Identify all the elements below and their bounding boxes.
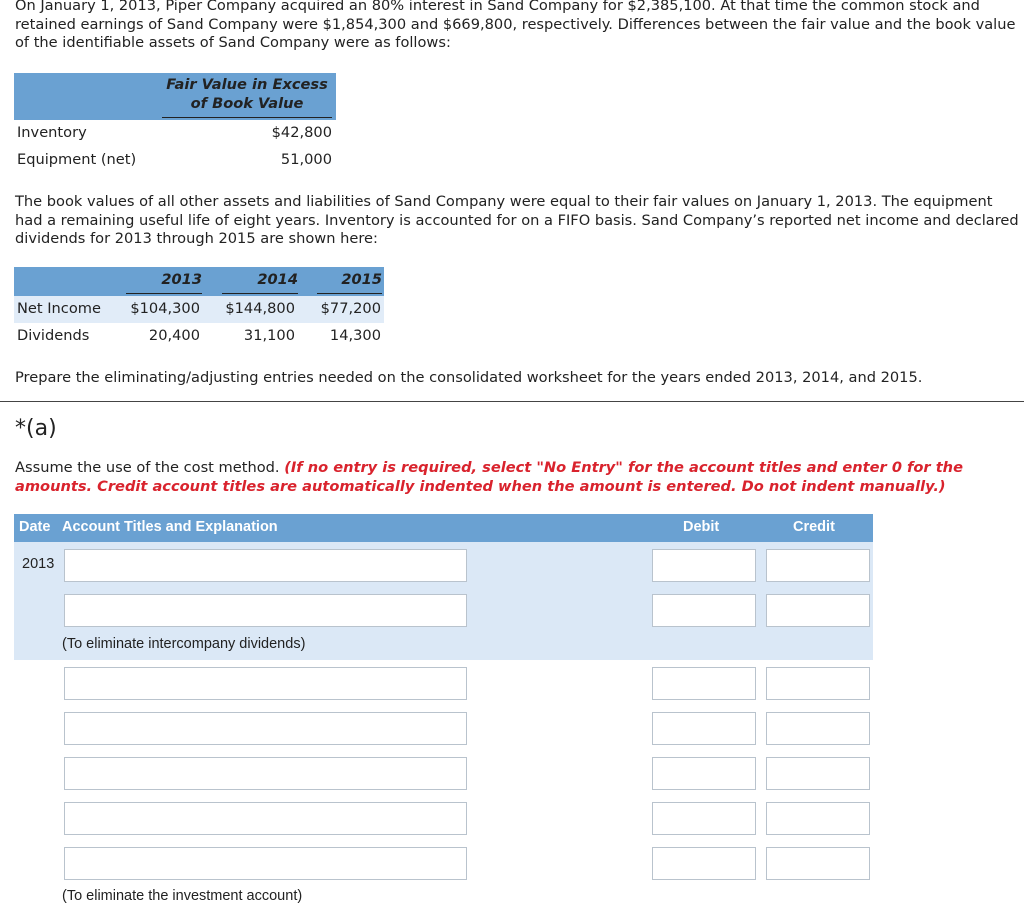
entry-explanation-dividends: (To eliminate intercompany dividends) (62, 636, 306, 652)
instruction-emphasis: (If no entry is required, select "No Entry" for the account titles and enter 0 for the amounts. Credit account titles are automatically indented when the amount is entered. Do not indent manually.) (15, 459, 963, 495)
credit-input-4[interactable] (766, 712, 870, 745)
account-title-input-4[interactable] (64, 712, 467, 745)
debit-input-5[interactable] (652, 757, 756, 790)
row-label: Equipment (net) (17, 151, 137, 168)
income-dividends-table (14, 267, 384, 350)
fair-value-table (14, 73, 336, 174)
debit-input-3[interactable] (652, 667, 756, 700)
debit-input-1[interactable] (652, 549, 756, 582)
net-income-row (14, 296, 384, 323)
row-value: $42,800 (271, 124, 332, 141)
journal-entry-table (14, 514, 873, 914)
header-date: Date (19, 519, 51, 535)
cell-2015: 14,300 (329, 327, 381, 344)
income-table-header (14, 267, 384, 296)
row-label: Net Income (17, 300, 101, 317)
debit-input-4[interactable] (652, 712, 756, 745)
fair-value-row-inventory (14, 120, 336, 147)
entry-explanation-investment: (To eliminate the investment account) (62, 888, 303, 904)
fair-value-row-equipment (14, 147, 336, 174)
intro-paragraph: On January 1, 2013, Piper Company acquired an 80% interest in Sand Company for $2,385,100. At that time the common stock and retained earnings of Sand Company were $1,854,300 and $669,800, respectively. Differences between the fair value and the book value of the identifiable assets of Sand Company were as follows: (15, 0, 1016, 51)
divider (0, 401, 1024, 402)
cell-2015: $77,200 (320, 300, 381, 317)
header-credit: Credit (793, 519, 835, 535)
credit-input-1[interactable] (766, 549, 870, 582)
credit-input-6[interactable] (766, 802, 870, 835)
cell-2014: $144,800 (225, 300, 295, 317)
header-account: Account Titles and Explanation (62, 519, 278, 535)
debit-input-2[interactable] (652, 594, 756, 627)
fair-value-header (14, 73, 336, 120)
cell-2014: 31,100 (243, 327, 295, 344)
account-title-input-6[interactable] (64, 802, 467, 835)
row-value: 51,000 (280, 151, 332, 168)
credit-input-7[interactable] (766, 847, 870, 880)
year-header-2015: 2015 (317, 271, 382, 294)
row-label: Inventory (17, 124, 87, 141)
journal-header (14, 514, 873, 542)
account-title-input-2[interactable] (64, 594, 467, 627)
account-title-input-3[interactable] (64, 667, 467, 700)
debit-input-7[interactable] (652, 847, 756, 880)
fair-value-header-line1: Fair Value in Excess (166, 76, 328, 93)
prompt-text: Prepare the eliminating/adjusting entries needed on the consolidated worksheet for the years ended 2013, 2014, and 2015. (15, 369, 923, 386)
year-header-2013: 2013 (126, 271, 202, 294)
credit-input-3[interactable] (766, 667, 870, 700)
row-label: Dividends (17, 327, 90, 344)
part-a-heading: *(a) (15, 416, 57, 441)
part-a-instructions (15, 458, 1015, 496)
instruction-plain: Assume the use of the cost method. (15, 459, 285, 476)
account-title-input-5[interactable] (64, 757, 467, 790)
credit-input-2[interactable] (766, 594, 870, 627)
header-debit: Debit (683, 519, 720, 535)
year-header-2014: 2014 (222, 271, 298, 294)
details-paragraph: The book values of all other assets and liabilities of Sand Company were equal to their fair values on January 1, 2013. The equipment had a remaining useful life of eight years. Inventory is accounted for on a FIFO basis. Sand Company’s reported net income and declared dividends for 2013 through 2015 are shown here: (15, 193, 1019, 247)
fair-value-column-header (162, 73, 332, 118)
dividends-row (14, 323, 384, 350)
account-title-input-1[interactable] (64, 549, 467, 582)
fair-value-header-line2: of Book Value (190, 94, 304, 112)
entry-date: 2013 (22, 556, 55, 572)
debit-input-6[interactable] (652, 802, 756, 835)
account-title-input-7[interactable] (64, 847, 467, 880)
cell-2013: $104,300 (130, 300, 200, 317)
credit-input-5[interactable] (766, 757, 870, 790)
cell-2013: 20,400 (148, 327, 200, 344)
